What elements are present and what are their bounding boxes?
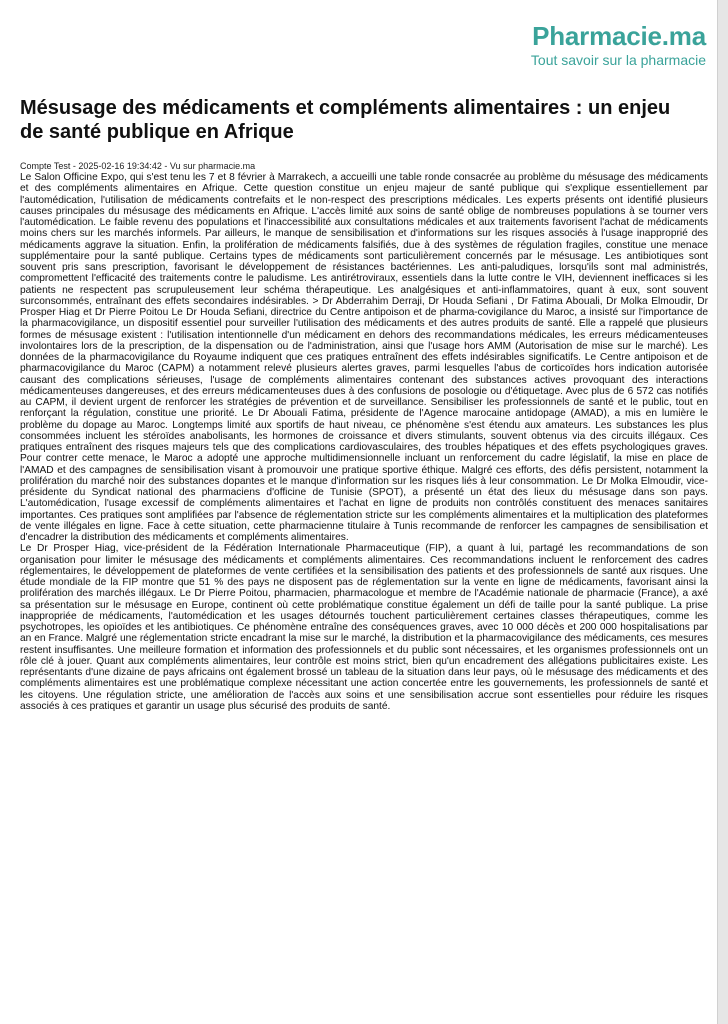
article-paragraph: Le Dr Prosper Hiag, vice-président de la Fédération Internationale Pharmaceutique (FIP), a quant à lui, partagé les recommandations de son organisation pour limiter le mésusage des médicaments et compléments alimentaires. Ces recommandations incluent le renforcement des cadres réglementaires, le développement de plateformes de vente certifiées et la sensibilisation des patients et des professionnels de santé aux risques. Une étude mondiale de la FIP montre que 51 % des pays ne disposent pas de réglementation sur la vente en ligne de médicaments, favorisant ainsi la prolifération des marchés illégaux. Le Dr Pierre Poitou, pharmacien, pharmacologue et membre de l'Académie nationale de pharmacie (France), a axé sa présentation sur le mésusage en Europe, continent où cette problématique constitue également un défi de taille pour la santé publique. La prise inappropriée de médicaments, l'automédication et les usages détournés touchent particulièrement certaines classes thérapeutiques, comme les psychotropes, les opioïdes et les antibiotiques. Ce phénomène entraîne des conséquences graves, avec 10 000 décès et 200 000 hospitalisations par an en France. Malgré une réglementation stricte encadrant la mise sur le marché, la distribution et la pharmacovigilance des médicaments, ces mesures restent insuffisantes. Une meilleure formation et information des professionnels et du public sont nécessaires, et les organismes professionnels ont un rôle clé à jouer. Quant aux compléments alimentaires, leur contrôle est moins strict, bien qu'un encadrement des allégations publicitaires existe. Les représentants d'une dizaine de pays africains ont également brossé un tableau de la situation dans leur pays, où le mésusage des médicaments et des compléments alimentaires est une problématique complexe nécessitant une action concertée entre les gouvernements, les professionnels de santé et les citoyens. Une régulation stricte, une amélioration de l'accès aux soins et une sensibilisation accrue sont essentielles pour réduire les risques associés à ces pratiques et garantir un usage plus sécurisé des produits de santé. [20, 543, 708, 712]
site-logo[interactable]: Pharmacie.ma [532, 21, 706, 51]
article-body [20, 172, 708, 712]
site-header [531, 22, 706, 69]
site-tagline: Tout savoir sur la pharmacie [530, 52, 706, 68]
article-title: Mésusage des médicaments et compléments alimentaires : un enjeu de santé publique en Afrique [20, 97, 671, 143]
article-paragraph: Le Salon Officine Expo, qui s'est tenu les 7 et 8 février à Marrakech, a accueilli une table ronde consacrée au problème du mésusage des médicaments et des compléments alimentaires en Afrique. Cette question constitue un enjeu majeur de santé publique qui s'explique essentiellement par l'automédication, l'utilisation de médicaments contrefaits et le non-respect des prescriptions médicales. Les experts présents ont identifié plusieurs causes principales du mésusage des médicaments en Afrique. L'accès limité aux soins de santé oblige de nombreuses populations à se tourner vers l'automédication. Le faible revenu des populations et l'inaccessibilité aux consultations médicales et aux traitements favorisent l'achat de médicaments moins chers sur les marchés informels. Par ailleurs, le manque de sensibilisation et d'informations sur les risques associés à l'usage inapproprié des médicaments aggrave la situation. Enfin, la prolifération de médicaments falsifiés, due à des systèmes de régulation fragiles, constitue une menace supplémentaire pour la santé publique. Certains types de médicaments sont particulièrement concernés par le mésusage. Les antibiotiques sont souvent pris sans prescription, favorisant le développement de résistances bactériennes. Les anti-paludiques, lorsqu'ils sont mal administrés, compromettent l'efficacité des traitements contre le paludisme. Les antirétroviraux, essentiels dans la lutte contre le VIH, deviennent inefficaces si les patients ne respectent pas scrupuleusement leur schéma thérapeutique. Les analgésiques et anti-inflammatoires, quant à eux, sont souvent surconsommés, entraînant des effets secondaires indésirables. > Dr Abderrahim Derraji, Dr Houda Sefiani , Dr Fatima Abouali, Dr Molka Elmoudir, Dr Prosper Hiag et Dr Pierre Poitou Le Dr Houda Sefiani, directrice du Centre antipoison et de pharma-covigilance du Maroc, a insisté sur l'importance de la pharmacovigilance, un dispositif essentiel pour surveiller l'utilisation des médicaments et des autres produits de santé. Elle a rappelé que plusieurs formes de mésusage existent : l'utilisation intentionnelle d'un médicament en dehors des recommandations médicales, les erreurs médicamenteuses involontaires lors de la prescription, de la dispensation ou de l'administration, ainsi que l'usage hors AMM (Autorisation de mise sur le marché). Les données de la pharmacovigilance du Royaume indiquent que ces pratiques entraînent des effets indésirables significatifs. Le Centre antipoison et de pharmacovigilance du Maroc (CAPM) a notamment relevé plusieurs alertes graves, parmi lesquelles l'abus de corticoïdes hors indication autorisée causant des complications sérieuses, l'usage de compléments alimentaires contenant des substances actives provoquant des interactions médicamenteuses dangereuses, et des erreurs médicamenteuses dues à des confusions de posologie ou d'étiquetage. Avec plus de 6 572 cas notifiés au CAPM, il devient urgent de renforcer les stratégies de prévention et de surveillance. Sensibiliser les professionnels de santé et le public, tout en renforçant la régulation, constitue une priorité. Le Dr Abouali Fatima, présidente de l'Agence marocaine antidopage (AMAD), a mis en lumière le problème du dopage au Maroc. Longtemps limité aux sportifs de haut niveau, ce phénomène s'est étendu aux amateurs. Les substances les plus consommées incluent les stéroïdes anabolisants, les hormones de croissance et divers stimulants, souvent obtenus via des circuits illégaux. Ces pratiques entraînent des risques majeurs tels que des complications cardiovasculaires, des troubles hépatiques et des effets psychologiques graves. Pour contrer cette menace, le Maroc a adopté une approche multidimensionnelle incluant un renforcement du cadre législatif, la mise en place de l'AMAD et des campagnes de sensibilisation visant à promouvoir une pratique sportive éthique. Malgré ces efforts, des défis persistent, notamment la prolifération du marché noir des substances dopantes et le manque d'information sur les risques liés à leur consommation. Le Dr Molka Elmoudir, vice-présidente du Syndicat national des pharmaciens d'officine de Tunisie (SPOT), a présenté un état des lieux du mésusage dans son pays. L'automédication, l'usage excessif de compléments alimentaires et l'achat en ligne de produits non contrôlés constituent des menaces sanitaires importantes. Ces pratiques sont amplifiées par l'absence de réglementation stricte sur les compléments alimentaires et la multiplication des plateformes de vente illégales en ligne. Face à cette situation, cette pharmacienne titulaire à Tunis recommande de renforcer les campagnes de sensibilisation et d'encadrer la distribution des médicaments et compléments alimentaires. [20, 172, 708, 543]
article-meta: Compte Test - 2025-02-16 19:34:42 - Vu sur pharmacie.ma [20, 161, 256, 171]
page-edge [717, 0, 728, 1024]
